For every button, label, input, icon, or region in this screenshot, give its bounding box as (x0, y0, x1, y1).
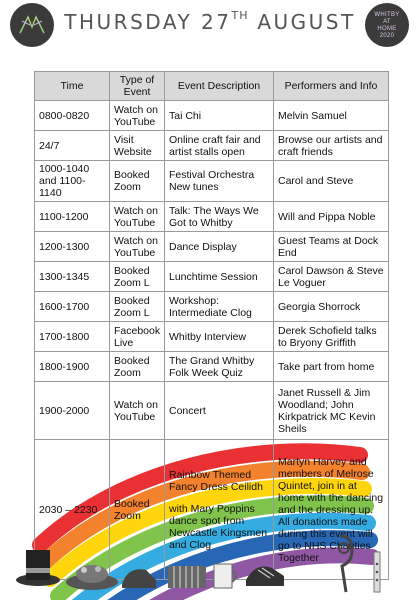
cell-description: The Grand Whitby Folk Week Quiz (165, 352, 274, 382)
whitby-at-home-logo (365, 3, 409, 47)
logo-line-2: AT (383, 19, 391, 25)
cell-time: 1800-1900 (35, 352, 110, 382)
cell-type: Watch on YouTube (110, 202, 165, 232)
table-row (35, 232, 389, 262)
cell-performers: Georgia Shorrock (274, 292, 389, 322)
cell-time: 1200-1300 (35, 232, 110, 262)
cell-type: Booked Zoom (110, 352, 165, 382)
header-time: Time (35, 72, 110, 101)
header-description: Event Description (165, 72, 274, 101)
cell-time: 1100-1200 (35, 202, 110, 232)
fiddle-scroll-icon (339, 536, 352, 592)
cell-type: Watch on YouTube (110, 382, 165, 440)
festival-logo-left (10, 3, 54, 47)
cell-type: Watch on YouTube (110, 101, 165, 131)
cell-performers: Melvin Samuel (274, 101, 389, 131)
cell-performers: Will and Pippa Noble (274, 202, 389, 232)
page-header (0, 0, 420, 56)
cell-time: 0800-0820 (35, 101, 110, 131)
cell-description: Dance Display (165, 232, 274, 262)
table-row (35, 382, 389, 440)
cell-performers: Martyn Harvey and members of Melrose Quintet, join in at home with the dancing and the dressing up. All donations made during this event will go to NHS Charities Together (274, 440, 389, 580)
table-row (35, 292, 389, 322)
logo-line-4: 2020 (379, 33, 395, 39)
top-hat-icon (16, 550, 60, 586)
table-row (35, 161, 389, 202)
whistle-icon (374, 552, 380, 592)
cell-description: Festival Orchestra New tunes (165, 161, 274, 202)
table-row (35, 101, 389, 131)
cell-performers: Carol Dawson & Steve Le Voguer (274, 262, 389, 292)
cell-description: Whitby Interview (165, 322, 274, 352)
cell-type: Booked Zoom (110, 161, 165, 202)
cell-performers: Janet Russell & Jim Woodland; John Kirkpatrick MC Kevin Sheils (274, 382, 389, 440)
header-type: Type of Event (110, 72, 165, 101)
folk-decorations (0, 522, 420, 600)
accordion-icon (168, 566, 206, 588)
table-row (35, 322, 389, 352)
table-header-row (35, 72, 389, 101)
cell-performers: Guest Teams at Dock End (274, 232, 389, 262)
cell-time: 1000-1040 and 1100-1140 (35, 161, 110, 202)
table-row (35, 262, 389, 292)
cell-time: 1600-1700 (35, 292, 110, 322)
cell-description: Workshop: Intermediate Clog (165, 292, 274, 322)
cell-description: Tai Chi (165, 101, 274, 131)
cell-performers: Browse our artists and craft friends (274, 131, 389, 161)
cell-description: Lunchtime Session (165, 262, 274, 292)
logo-line-3: HOME (377, 26, 397, 32)
cell-description: Talk: The Ways We Got to Whitby (165, 202, 274, 232)
dance-shoe-icon (246, 567, 284, 587)
cell-performers: Carol and Steve (274, 161, 389, 202)
cell-type: Booked Zoom (110, 440, 165, 580)
cell-description: Concert (165, 382, 274, 440)
folk-dancers-icon (10, 3, 54, 47)
header-performers: Performers and Info (274, 72, 389, 101)
page-title: THURSDAY 27TH AUGUST (64, 9, 356, 34)
cell-type: Visit Website (110, 131, 165, 161)
cell-performers: Derek Schofield talks to Bryony Griffith (274, 322, 389, 352)
cell-type: Booked Zoom L (110, 262, 165, 292)
cell-performers: Take part from home (274, 352, 389, 382)
bonnet-icon (66, 565, 118, 590)
cell-type: Booked Zoom L (110, 292, 165, 322)
ceilidh-title: Rainbow Themed Fancy Dress Ceilidh (169, 468, 263, 493)
ceilidh-subtitle: with Mary Poppins dance spot from Newcastle Kingsmen and Clog (169, 502, 268, 551)
cell-time: 1700-1800 (35, 322, 110, 352)
cell-type: Watch on YouTube (110, 232, 165, 262)
cell-time: 1300-1345 (35, 262, 110, 292)
cell-time: 24/7 (35, 131, 110, 161)
cell-time: 2030 – 2230 (35, 440, 110, 580)
table-row (35, 131, 389, 161)
clog-shoe-icon (122, 569, 156, 588)
cell-description: Online craft fair and artist stalls open (165, 131, 274, 161)
table-row (35, 352, 389, 382)
cell-time: 1900-2000 (35, 382, 110, 440)
table-row (35, 202, 389, 232)
cell-type: Facebook Live (110, 322, 165, 352)
tankard-icon (214, 564, 236, 588)
schedule-table (34, 71, 389, 580)
logo-line-1: WHITBY (374, 12, 400, 18)
